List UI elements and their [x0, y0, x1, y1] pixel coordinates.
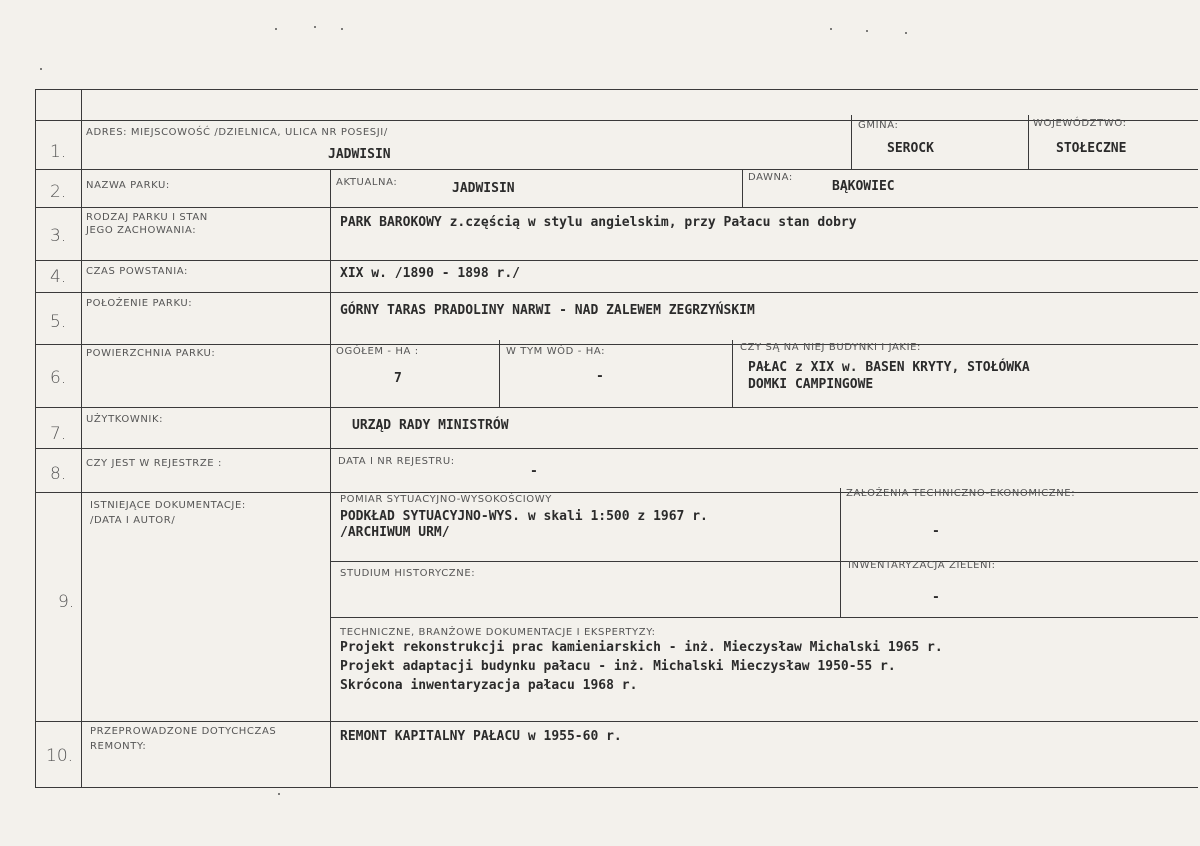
current-name-label: AKTUALNA:: [336, 177, 398, 188]
survey-value-line2: /ARCHIWUM URM/: [340, 525, 450, 540]
area-label: POWIERZCHNIA PARKU:: [86, 348, 216, 359]
creation-time-label: CZAS POWSTANIA:: [86, 266, 188, 277]
buildings-value-line1: PAŁAC z XIX w. BASEN KRYTY, STOŁÓWKA: [748, 360, 1030, 375]
technical-docs-line1: Projekt rekonstrukcji prac kamieniarskich - inż. Mieczysław Michalski 1965 r.: [340, 640, 943, 655]
scan-speck: [341, 28, 343, 30]
gmina-label: GMINA:: [858, 120, 899, 131]
row-number: 10.: [46, 746, 74, 766]
grid-line: [35, 344, 1198, 345]
technical-docs-line2: Projekt adaptacji budynku pałacu - inż. Michalski Mieczysław 1950-55 r.: [340, 659, 896, 674]
buildings-value-line2: DOMKI CAMPINGOWE: [748, 377, 874, 392]
address-value: JADWISIN: [328, 147, 391, 162]
tech-econ-label: ZAŁOŻENIA TECHNICZNO-EKONOMICZNE:: [846, 488, 1076, 499]
renovations-label-line1: PRZEPROWADZONE DOTYCHCZAS: [90, 726, 277, 737]
park-type-label-line1: RODZAJ PARKU I STAN: [86, 212, 208, 223]
scan-speck: [830, 28, 832, 30]
grid-line: [742, 169, 743, 207]
greenery-inventory-value: -: [932, 590, 940, 605]
row-number: 5.: [50, 312, 67, 332]
scan-speck: [275, 28, 277, 30]
history-study-label: STUDIUM HISTORYCZNE:: [340, 568, 476, 579]
total-area-label: OGÓŁEM - HA :: [336, 346, 419, 357]
technical-docs-line3: Skrócona inwentaryzacja pałacu 1968 r.: [340, 678, 638, 693]
park-name-label: NAZWA PARKU:: [86, 180, 170, 191]
greenery-inventory-label: INWENTARYZACJA ZIELENI:: [848, 560, 996, 571]
park-type-label-line2: JEGO ZACHOWANIA:: [86, 225, 197, 236]
grid-line: [732, 340, 733, 407]
grid-line: [330, 561, 1198, 562]
grid-line: [35, 787, 1198, 788]
scan-speck: [314, 26, 316, 28]
current-name-value: JADWISIN: [452, 181, 515, 196]
gmina-value: SEROCK: [887, 141, 934, 156]
row-number: 4.: [50, 267, 67, 287]
grid-line: [35, 120, 1198, 121]
row-number: 2.: [50, 182, 67, 202]
water-area-label: W TYM WÓD - HA:: [506, 346, 606, 357]
row-number: 6.: [50, 368, 67, 388]
scan-speck: [905, 32, 907, 34]
documentation-label-line2: /DATA I AUTOR/: [90, 515, 176, 526]
park-type-value: PARK BAROKOWY z.częścią w stylu angielskim, przy Pałacu stan dobry: [340, 215, 857, 230]
location-label: POŁOŻENIE PARKU:: [86, 298, 193, 309]
grid-line: [81, 89, 82, 788]
total-area-value: 7: [394, 371, 402, 386]
row-number: 8.: [50, 464, 67, 484]
grid-line: [35, 292, 1198, 293]
address-label: ADRES: MIEJSCOWOŚĆ /DZIELNICA, ULICA NR POSESJI/: [86, 127, 388, 138]
grid-line: [35, 448, 1198, 449]
grid-line: [35, 169, 1198, 170]
scan-speck: [40, 68, 42, 70]
creation-time-value: XIX w. /1890 - 1898 r./: [340, 266, 521, 281]
grid-line: [499, 340, 500, 407]
grid-line: [330, 617, 1198, 618]
grid-line: [35, 407, 1198, 408]
renovations-label-line2: REMONTY:: [90, 741, 147, 752]
buildings-label: CZY SĄ NA NIEJ BUDYNKI I JAKIE:: [740, 342, 922, 353]
grid-line: [330, 169, 331, 788]
grid-line: [35, 721, 1198, 722]
wojewodztwo-value: STOŁECZNE: [1056, 141, 1127, 156]
grid-line: [35, 89, 1198, 90]
renovations-value: REMONT KAPITALNY PAŁACU w 1955-60 r.: [340, 729, 622, 744]
grid-line: [35, 260, 1198, 261]
row-number: 3.: [50, 226, 67, 246]
row-number: 9.: [58, 592, 75, 612]
former-name-value: BĄKOWIEC: [832, 179, 895, 194]
grid-line: [35, 89, 36, 788]
grid-line: [1028, 115, 1029, 169]
grid-line: [851, 115, 852, 169]
survey-label: POMIAR SYTUACYJNO-WYSOKOŚCIOWY: [340, 494, 552, 505]
user-value: URZĄD RADY MINISTRÓW: [352, 418, 509, 433]
user-label: UŻYTKOWNIK:: [86, 414, 164, 425]
scan-speck: [278, 793, 280, 795]
former-name-label: DAWNA:: [748, 172, 793, 183]
wojewodztwo-label: WOJEWÓDZTWO:: [1033, 118, 1127, 129]
technical-docs-label: TECHNICZNE, BRANŻOWE DOKUMENTACJE I EKSPERTYZY:: [340, 627, 656, 638]
survey-value-line1: PODKŁAD SYTUACYJNO-WYS. w skali 1:500 z 1967 r.: [340, 509, 708, 524]
register-date-label: DATA I NR REJESTRU:: [338, 456, 455, 467]
documentation-label-line1: ISTNIEJĄCE DOKUMENTACJE:: [90, 500, 246, 511]
row-number: 7.: [50, 424, 67, 444]
register-date-value: -: [530, 464, 538, 479]
scan-speck: [866, 30, 868, 32]
row-number: 1.: [50, 142, 67, 162]
location-value: GÓRNY TARAS PRADOLINY NARWI - NAD ZALEWEM ZEGRZYŃSKIM: [340, 303, 755, 318]
grid-line: [840, 488, 841, 617]
register-label: CZY JEST W REJESTRZE :: [86, 458, 222, 469]
tech-econ-value: -: [932, 524, 940, 539]
grid-line: [35, 207, 1198, 208]
water-area-value: -: [596, 369, 604, 384]
